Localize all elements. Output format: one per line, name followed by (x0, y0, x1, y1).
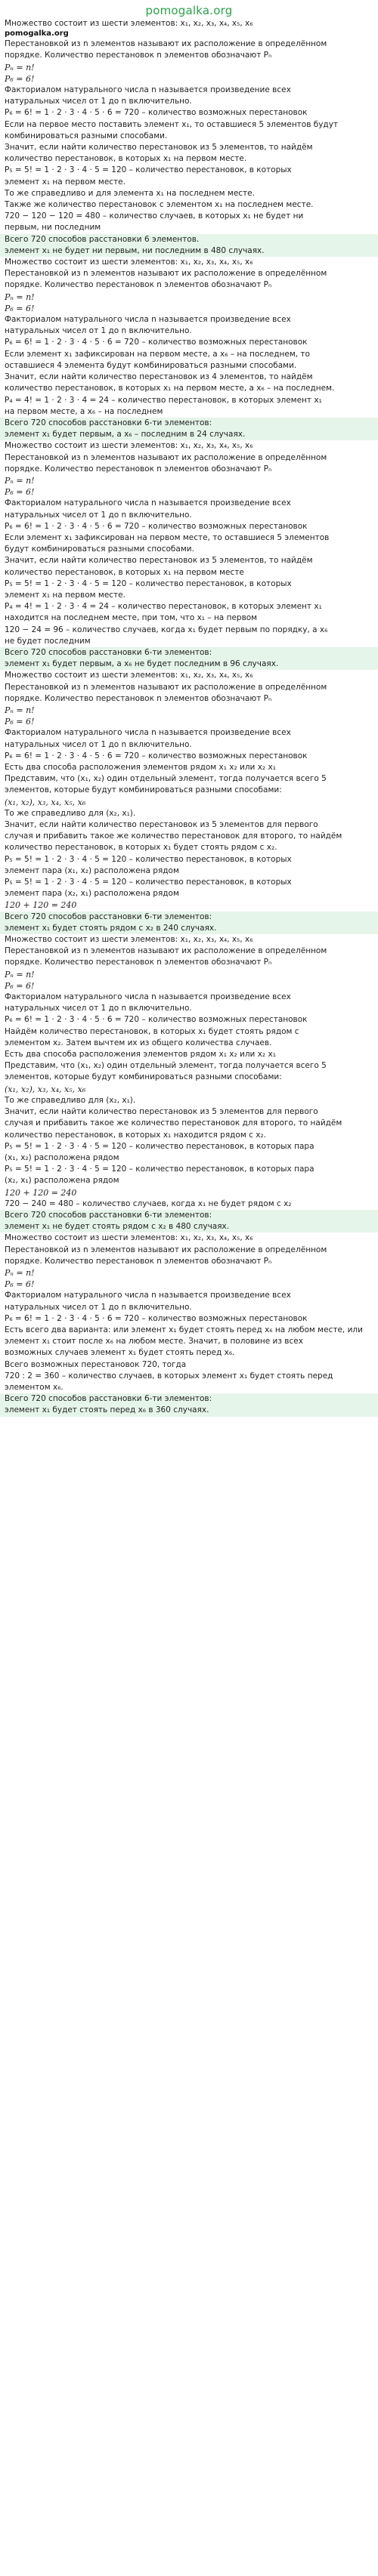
answer-line: Всего 720 способов расстановки 6-ти элементов: (0, 1393, 378, 1405)
text-line: элементом x₆. (5, 1382, 64, 1392)
text-line: 720 − 120 − 120 = 480 – количество случаев, в которых x₁ не будет ни (5, 211, 304, 221)
text-line: Значит, если найти количество перестановок из 5 элементов для первого (5, 1107, 318, 1117)
answer-line: Всего 720 способов расстановки 6-ти элементов: (0, 418, 378, 429)
text-line: Перестановкой из n элементов называют их расположение в определённом (5, 269, 327, 279)
text-line: количество перестановок, в которых x₁ на первом месте. (5, 154, 247, 164)
text-line: P₅ = 5! = 1 · 2 · 3 · 4 · 5 = 120 – количество перестановок, в которых (5, 578, 292, 588)
text-line: натуральных чисел от 1 до n включительно. (5, 326, 192, 336)
text-line: Значит, если найти количество перестановок из 5 элементов для первого (5, 820, 318, 830)
text-line: случая и прибавить такое же количество перестановок для второго, то найдём (5, 1118, 342, 1128)
text-line: Есть два способа расположения элементов рядом x₁ x₂ или x₂ x₁ (5, 1050, 276, 1060)
text-line: первым, ни последним (5, 223, 101, 233)
text-line: Множество состоит из шести элементов: x₁, x₂, x₃, x₄, x₅, x₆ (5, 441, 253, 451)
text-line: элемент пара (x₂, x₁) расположена рядом (5, 889, 179, 899)
formula-line: P₆ = 6! (5, 717, 35, 727)
formula-line: P₆ = 6! (5, 487, 35, 498)
text-line: порядке. Количество перестановок n элементов обозначают Pₙ (5, 464, 272, 474)
formula-line: Pₙ = n! (5, 292, 35, 302)
text-line: порядке. Количество перестановок n элементов обозначают Pₙ (5, 51, 272, 60)
formula-line: Pₙ = n! (5, 969, 35, 979)
text-line: Факториалом натурального числа n называется произведение всех (5, 498, 291, 508)
text-line: находится на последнем месте, при том, что x₁ – на первом (5, 613, 258, 623)
answer-line: элемент x₁ будет стоять рядом с x₂ в 240 случаях. (0, 923, 378, 934)
text-line: порядке. Количество перестановок n элементов обозначают Pₙ (5, 280, 272, 290)
text-line: элементов, которые будут комбинироваться разными способами: (5, 785, 282, 795)
formula-line: Pₙ = n! (5, 475, 35, 486)
text-line: Множество состоит из шести элементов: x₁, x₂, x₃, x₄, x₅, x₆ (5, 19, 253, 28)
text-line: P₆ = 6! = 1 · 2 · 3 · 4 · 5 · 6 = 720 – количество возможных перестановок (5, 1313, 308, 1323)
text-line: То же справедливо для (x₂, x₁). (5, 808, 136, 818)
text-line: P₅ = 5! = 1 · 2 · 3 · 4 · 5 = 120 – количество перестановок, в которых пара (5, 1165, 314, 1174)
text-line: (x₁, x₂) расположена рядом (5, 1152, 119, 1162)
text-line: количество перестановок, в которых x₁ будет стоять рядом с x₂. (5, 843, 277, 853)
answer-line: элемент x₁ будет первым, а x₆ не будет последним в 96 случаях. (0, 659, 378, 670)
formula-line: Pₙ = n! (5, 62, 35, 72)
text-line: Перестановкой из n элементов называют их расположение в определённом (5, 1245, 327, 1254)
solution-content (0, 18, 378, 1417)
text-line: элементов, которые будут комбинироваться разными способами: (5, 1072, 282, 1082)
answer-line: Всего 720 способов расстановки 6-ти элементов: (0, 647, 378, 659)
text-line: pomogalka.org (5, 29, 69, 39)
text-line: Также же количество перестановок с элементом x₁ на последнем месте. (5, 200, 314, 210)
text-line: (x₂, x₁) расположена рядом (5, 1176, 119, 1186)
text-line: Факториалом натурального числа n называется произведение всех (5, 728, 291, 738)
text-line: Факториалом натурального числа n называется произведение всех (5, 1291, 291, 1300)
text-line: натуральных чисел от 1 до n включительно. (5, 510, 192, 520)
answer-line: элемент x₁ не будет ни первым, ни последним в 480 случаях. (0, 245, 378, 257)
text-line: Если элемент x₁ зафиксирован на первом месте, то оставшиеся 5 элементов (5, 532, 330, 542)
answer-line: элемент x₁ будет стоять перед x₆ в 360 случаях. (0, 1405, 378, 1416)
text-line: P₅ = 5! = 1 · 2 · 3 · 4 · 5 = 120 – количество перестановок, в которых (5, 854, 292, 864)
text-line: возможных случаев элемент x₁ будет стоять перед x₆. (5, 1348, 235, 1358)
text-line: порядке. Количество перестановок n элементов обозначают Pₙ (5, 1256, 272, 1266)
text-line: 720 − 240 = 480 – количество случаев, когда x₁ не будет рядом с x₂ (5, 1199, 292, 1208)
formula-line: Pₙ = n! (5, 705, 35, 715)
text-line: комбинироваться разными способами. (5, 131, 168, 140)
answer-line: Всего 720 способов расстановки 6 элементов. (0, 234, 378, 245)
text-line: элемент x₁ на первом месте. (5, 177, 125, 187)
site-title-link[interactable]: pomogalka.org (145, 4, 233, 17)
text-line: натуральных чисел от 1 до n включительно. (5, 1302, 192, 1312)
text-line: P₄ = 4! = 1 · 2 · 3 · 4 = 24 – количество перестановок, в которых элемент x₁ (5, 602, 322, 612)
text-line: P₅ = 5! = 1 · 2 · 3 · 4 · 5 = 120 – количество перестановок, в которых (5, 878, 292, 887)
text-line: оставшиеся 4 элемента будут комбинироваться разными способами. (5, 360, 297, 370)
answer-line: элемент x₁ будет первым, а x₆ – последним в 24 случаях. (0, 429, 378, 440)
text-line: Значит, если найти количество перестановок из 4 элементов, то найдём (5, 372, 313, 382)
formula-line: Pₙ = n! (5, 1267, 35, 1278)
text-line: Представим, что (x₁, x₂) один отдельный элемент, тогда получается всего 5 (5, 1061, 327, 1071)
text-line: P₆ = 6! = 1 · 2 · 3 · 4 · 5 · 6 = 720 – количество возможных перестановок (5, 751, 308, 760)
text-line: элементом x₂. Затем вычтем их из общего количества случаев. (5, 1038, 272, 1047)
answer-line: Всего 720 способов расстановки 6-ти элементов: (0, 1210, 378, 1221)
formula-line: P₆ = 6! (5, 73, 35, 84)
text-line: количество перестановок, в которых x₁ на первом месте (5, 567, 244, 577)
text-line: Перестановкой из n элементов называют их расположение в определённом (5, 452, 327, 462)
text-line: P₄ = 4! = 1 · 2 · 3 · 4 = 24 – количество перестановок, в которых элемент x₁ (5, 395, 322, 405)
formula-line: P₆ = 6! (5, 303, 35, 313)
text-line: порядке. Количество перестановок n элементов обозначают Pₙ (5, 958, 272, 967)
text-line: элемент пара (x₁, x₂) расположена рядом (5, 865, 179, 875)
text-line: Перестановкой из n элементов называют их расположение в определённом (5, 682, 327, 692)
text-line: Множество состоит из шести элементов: x₁, x₂, x₃, x₄, x₅, x₆ (5, 935, 253, 945)
text-line: Перестановкой из n элементов называют их расположение в определённом (5, 39, 327, 49)
formula-line: P₆ = 6! (5, 980, 35, 991)
text-line: не будет последним (5, 636, 91, 646)
answer-line: Всего 720 способов расстановки 6-ти элементов: (0, 912, 378, 923)
text-line: Факториалом натурального числа n называется произведение всех (5, 85, 291, 95)
formula-line: 120 + 120 = 240 (5, 900, 77, 911)
text-line: P₆ = 6! = 1 · 2 · 3 · 4 · 5 · 6 = 720 – количество возможных перестановок (5, 521, 308, 531)
text-line: порядке. Количество перестановок n элементов обозначают Pₙ (5, 693, 272, 703)
text-line: 120 − 24 = 96 – количество случаев, когда x₁ будет первым по порядку, а x₆ (5, 625, 328, 634)
text-line: Если на первое место поставить элемент x₁, то оставшиеся 5 элементов будут (5, 119, 339, 129)
text-line: P₆ = 6! = 1 · 2 · 3 · 4 · 5 · 6 = 720 – количество возможных перестановок (5, 338, 308, 347)
formula-line: (x₁, x₂), x₃, x₄, x₅, x₆ (5, 1084, 86, 1094)
text-line: То же справедливо и для элемента x₁ на последнем месте. (5, 188, 255, 198)
text-line: элемент x₁ на первом месте. (5, 590, 125, 600)
text-line: P₅ = 5! = 1 · 2 · 3 · 4 · 5 = 120 – количество перестановок, в которых пара (5, 1141, 314, 1151)
text-line: Есть всего два варианта: или элемент x₁ будет стоять перед x₆ на любом месте, или (5, 1325, 363, 1334)
text-line: 720 : 2 = 360 – количество случаев, в которых элемент x₁ будет стоять перед (5, 1371, 333, 1381)
text-line: количество перестановок, в которых x₁ находится рядом с x₂. (5, 1130, 266, 1140)
text-line: натуральных чисел от 1 до n включительно. (5, 739, 192, 749)
text-line: Есть два способа расположения элементов рядом x₁ x₂ или x₂ x₁ (5, 763, 276, 772)
site-header (0, 0, 378, 18)
formula-line: 120 + 120 = 240 (5, 1187, 77, 1198)
answer-line: элемент x₁ не будет стоять рядом с x₂ в 480 случаях. (0, 1221, 378, 1232)
text-line: случая и прибавить такое же количество перестановок для второго, то найдём (5, 831, 342, 841)
text-line: Найдём количество перестановок, в которых x₁ будет стоять рядом с (5, 1026, 299, 1036)
text-line: Значит, если найти количество перестановок из 5 элементов, то найдём (5, 556, 313, 566)
text-line: Перестановкой из n элементов называют их расположение в определённом (5, 946, 327, 956)
text-line: Факториалом натурального числа n называется произведение всех (5, 992, 291, 1002)
text-line: Множество состоит из шести элементов: x₁, x₂, x₃, x₄, x₅, x₆ (5, 671, 253, 680)
formula-line: (x₁, x₂), x₃, x₄, x₅, x₆ (5, 797, 86, 807)
text-line: Значит, если найти количество перестановок из 5 элементов, то найдём (5, 143, 313, 153)
text-line: элемент x₁ стоит после x₆ на любом месте. Значит, в половине из всех (5, 1337, 303, 1347)
text-line: P₆ = 6! = 1 · 2 · 3 · 4 · 5 · 6 = 720 – количество возможных перестановок (5, 1015, 308, 1025)
formula-line: P₆ = 6! (5, 1279, 35, 1290)
text-line: Представим, что (x₁, x₂) один отдельный элемент, тогда получается всего 5 (5, 774, 327, 784)
text-line: Множество состоит из шести элементов: x₁, x₂, x₃, x₄, x₅, x₆ (5, 1233, 253, 1243)
text-line: натуральных чисел от 1 до n включительно. (5, 97, 192, 106)
text-line: То же справедливо для (x₂, x₁). (5, 1095, 136, 1105)
text-line: количество перестановок, в которых x₁ на первом месте, а x₆ – на последнем. (5, 384, 335, 393)
text-line: Множество состоит из шести элементов: x₁, x₂, x₃, x₄, x₅, x₆ (5, 258, 253, 267)
text-line: на первом месте, а x₆ – на последнем (5, 406, 163, 416)
text-line: Факториалом натурального числа n называется произведение всех (5, 315, 291, 325)
text-line: Всего возможных перестановок 720, тогда (5, 1359, 187, 1369)
text-line: P₅ = 5! = 1 · 2 · 3 · 4 · 5 = 120 – количество перестановок, в которых (5, 165, 292, 175)
text-line: будут комбинироваться разными способами. (5, 545, 194, 554)
text-line: P₆ = 6! = 1 · 2 · 3 · 4 · 5 · 6 = 720 – количество возможных перестановок (5, 108, 308, 118)
text-line: натуральных чисел от 1 до n включительно. (5, 1004, 192, 1013)
text-line: Если элемент x₁ зафиксирован на первом месте, а x₆ – на последнем, то (5, 349, 310, 359)
